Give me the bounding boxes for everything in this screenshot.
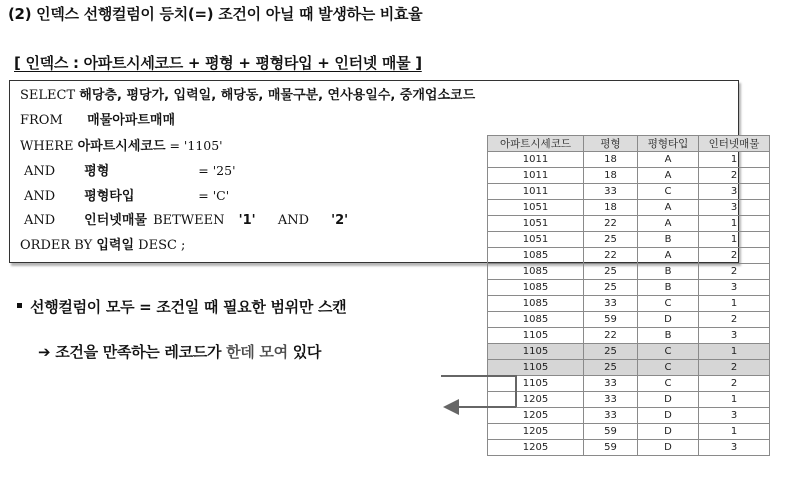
table-cell: 2 [699, 312, 770, 328]
table-cell: 33 [584, 376, 638, 392]
table-row [488, 296, 770, 312]
table-row [488, 232, 770, 248]
table-cell: 1105 [488, 360, 584, 376]
table-cell: 25 [584, 264, 638, 280]
table-cell: 1 [699, 216, 770, 232]
table-cell: 1 [699, 232, 770, 248]
table-body [488, 152, 770, 456]
sql-between-keyword: BETWEEN [153, 213, 225, 228]
table-cell: 33 [584, 392, 638, 408]
table-row [488, 440, 770, 456]
table-cell: 3 [699, 184, 770, 200]
table-row [488, 216, 770, 232]
sql-and2-value: = 'C' [198, 188, 230, 203]
sql-orderby-line [20, 236, 185, 256]
table-cell: 3 [699, 408, 770, 424]
table-cell: 3 [699, 440, 770, 456]
table-cell: 1085 [488, 296, 584, 312]
sql-orderby-column: 입력일 [96, 238, 135, 253]
bullet-text: 선행컬럼이 모두 = 조건일 때 필요한 범위만 스캔 [30, 298, 347, 316]
table-row [488, 360, 770, 376]
sql-and1-line [24, 161, 236, 181]
sql-where-column: 아파트시세코드 [77, 139, 166, 154]
table-cell: D [638, 392, 699, 408]
table-row [488, 408, 770, 424]
column-header: 인터넷매물 [699, 136, 770, 152]
table-cell: 18 [584, 152, 638, 168]
table-cell: 22 [584, 216, 638, 232]
table-cell: 1085 [488, 248, 584, 264]
right-arrow-icon: ➔ [38, 343, 51, 361]
table-cell: 1051 [488, 232, 584, 248]
table-cell: C [638, 344, 699, 360]
table-cell: 1051 [488, 200, 584, 216]
table-cell: 18 [584, 168, 638, 184]
conclusion-prefix: 조건을 만족하는 레코드가 [55, 343, 222, 361]
conclusion-line [38, 341, 321, 362]
table-cell: 1205 [488, 440, 584, 456]
sql-select-keyword: SELECT [20, 88, 76, 103]
index-title: [ 인덱스 : 아파트시세코드 + 평형 + 평형타입 + 인터넷 매물 ] [14, 54, 422, 72]
sql-select-columns: 해당층, 평당가, 입력일, 해당동, 매물구분, 연사용일수, 중개업소코드 [79, 88, 476, 103]
sql-and3-column: 인터넷매물 [84, 213, 147, 228]
table-cell: B [638, 264, 699, 280]
table-cell: A [638, 168, 699, 184]
table-row [488, 200, 770, 216]
sql-and2-column: 평형타입 [84, 189, 135, 204]
column-header: 평형타입 [638, 136, 699, 152]
table-cell: 33 [584, 184, 638, 200]
table-cell: 1205 [488, 424, 584, 440]
bullet-point [17, 296, 346, 317]
table-cell: 22 [584, 248, 638, 264]
table-cell: 59 [584, 424, 638, 440]
table-cell: A [638, 248, 699, 264]
sql-and2-line [24, 186, 229, 206]
table-cell: 59 [584, 312, 638, 328]
sql-between-low: '1' [238, 213, 256, 228]
bullet-square-icon [17, 303, 22, 308]
table-cell: 25 [584, 344, 638, 360]
table-cell: 1011 [488, 184, 584, 200]
page-heading: (2) 인덱스 선행컬럼이 등치(=) 조건이 아닐 때 발생하는 비효율 [8, 5, 423, 23]
sql-and1-keyword: AND [24, 164, 56, 179]
sql-and3-keyword: AND [24, 213, 56, 228]
table-row [488, 248, 770, 264]
table-cell: C [638, 296, 699, 312]
table-cell: A [638, 152, 699, 168]
table-cell: B [638, 280, 699, 296]
table-cell: 2 [699, 264, 770, 280]
table-cell: 1085 [488, 264, 584, 280]
column-header: 평형 [584, 136, 638, 152]
sql-where-value: = '1105' [165, 138, 223, 153]
table-cell: 33 [584, 296, 638, 312]
table-cell: 1085 [488, 280, 584, 296]
table-cell: 33 [584, 408, 638, 424]
table-cell: 2 [699, 248, 770, 264]
table-cell: 1205 [488, 392, 584, 408]
sql-between-and-keyword: AND [277, 213, 309, 228]
sql-where-line [20, 136, 223, 156]
table-cell: 2 [699, 360, 770, 376]
table-row [488, 392, 770, 408]
sql-from-table: 매물아파트매매 [87, 113, 176, 128]
table-cell: 2 [699, 168, 770, 184]
table-cell: 3 [699, 328, 770, 344]
table-cell: D [638, 440, 699, 456]
table-cell: C [638, 360, 699, 376]
table-cell: 1011 [488, 152, 584, 168]
table-cell: C [638, 184, 699, 200]
table-cell: A [638, 200, 699, 216]
table-cell: 25 [584, 360, 638, 376]
table-cell: 59 [584, 440, 638, 456]
table-cell: C [638, 376, 699, 392]
table-cell: D [638, 312, 699, 328]
table-cell: 1105 [488, 328, 584, 344]
table-cell: D [638, 424, 699, 440]
sql-from-line [20, 111, 175, 131]
table-cell: 1 [699, 424, 770, 440]
table-row [488, 328, 770, 344]
table-cell: 1 [699, 296, 770, 312]
table-row [488, 376, 770, 392]
table-row [488, 184, 770, 200]
sql-from-keyword: FROM [20, 113, 63, 128]
table-cell: 18 [584, 200, 638, 216]
table-row [488, 344, 770, 360]
table-cell: B [638, 328, 699, 344]
table-cell: 1105 [488, 344, 584, 360]
table-cell: 2 [699, 376, 770, 392]
table-cell: A [638, 216, 699, 232]
table-cell: 3 [699, 280, 770, 296]
sql-and2-keyword: AND [24, 189, 56, 204]
table-row [488, 312, 770, 328]
table-cell: 1105 [488, 376, 584, 392]
table-cell: D [638, 408, 699, 424]
table-header-row [488, 136, 770, 152]
sql-and1-column: 평형 [84, 164, 110, 179]
column-header: 아파트시세코드 [488, 136, 584, 152]
sql-and3-line [24, 211, 348, 231]
sql-select-line [20, 86, 475, 106]
index-table [487, 135, 770, 456]
table-cell: 1085 [488, 312, 584, 328]
table-row [488, 424, 770, 440]
table-cell: 1011 [488, 168, 584, 184]
table-cell: B [638, 232, 699, 248]
table-cell: 22 [584, 328, 638, 344]
table-cell: 25 [584, 280, 638, 296]
sql-orderby-keyword: ORDER BY [20, 238, 93, 253]
table-row [488, 152, 770, 168]
table-row [488, 168, 770, 184]
table-row [488, 280, 770, 296]
table-cell: 1051 [488, 216, 584, 232]
conclusion-suffix: 있다 [292, 343, 322, 361]
sql-and1-value: = '25' [198, 163, 236, 178]
sql-between-high: '2' [331, 213, 349, 228]
table-cell: 1205 [488, 408, 584, 424]
table-cell: 1 [699, 344, 770, 360]
table-cell: 1 [699, 152, 770, 168]
table-cell: 25 [584, 232, 638, 248]
table-row [488, 264, 770, 280]
sql-where-keyword: WHERE [20, 139, 74, 154]
conclusion-highlight: 한데 모여 [226, 343, 288, 361]
table-cell: 3 [699, 200, 770, 216]
sql-orderby-direction: DESC ; [138, 238, 186, 253]
table-cell: 1 [699, 392, 770, 408]
